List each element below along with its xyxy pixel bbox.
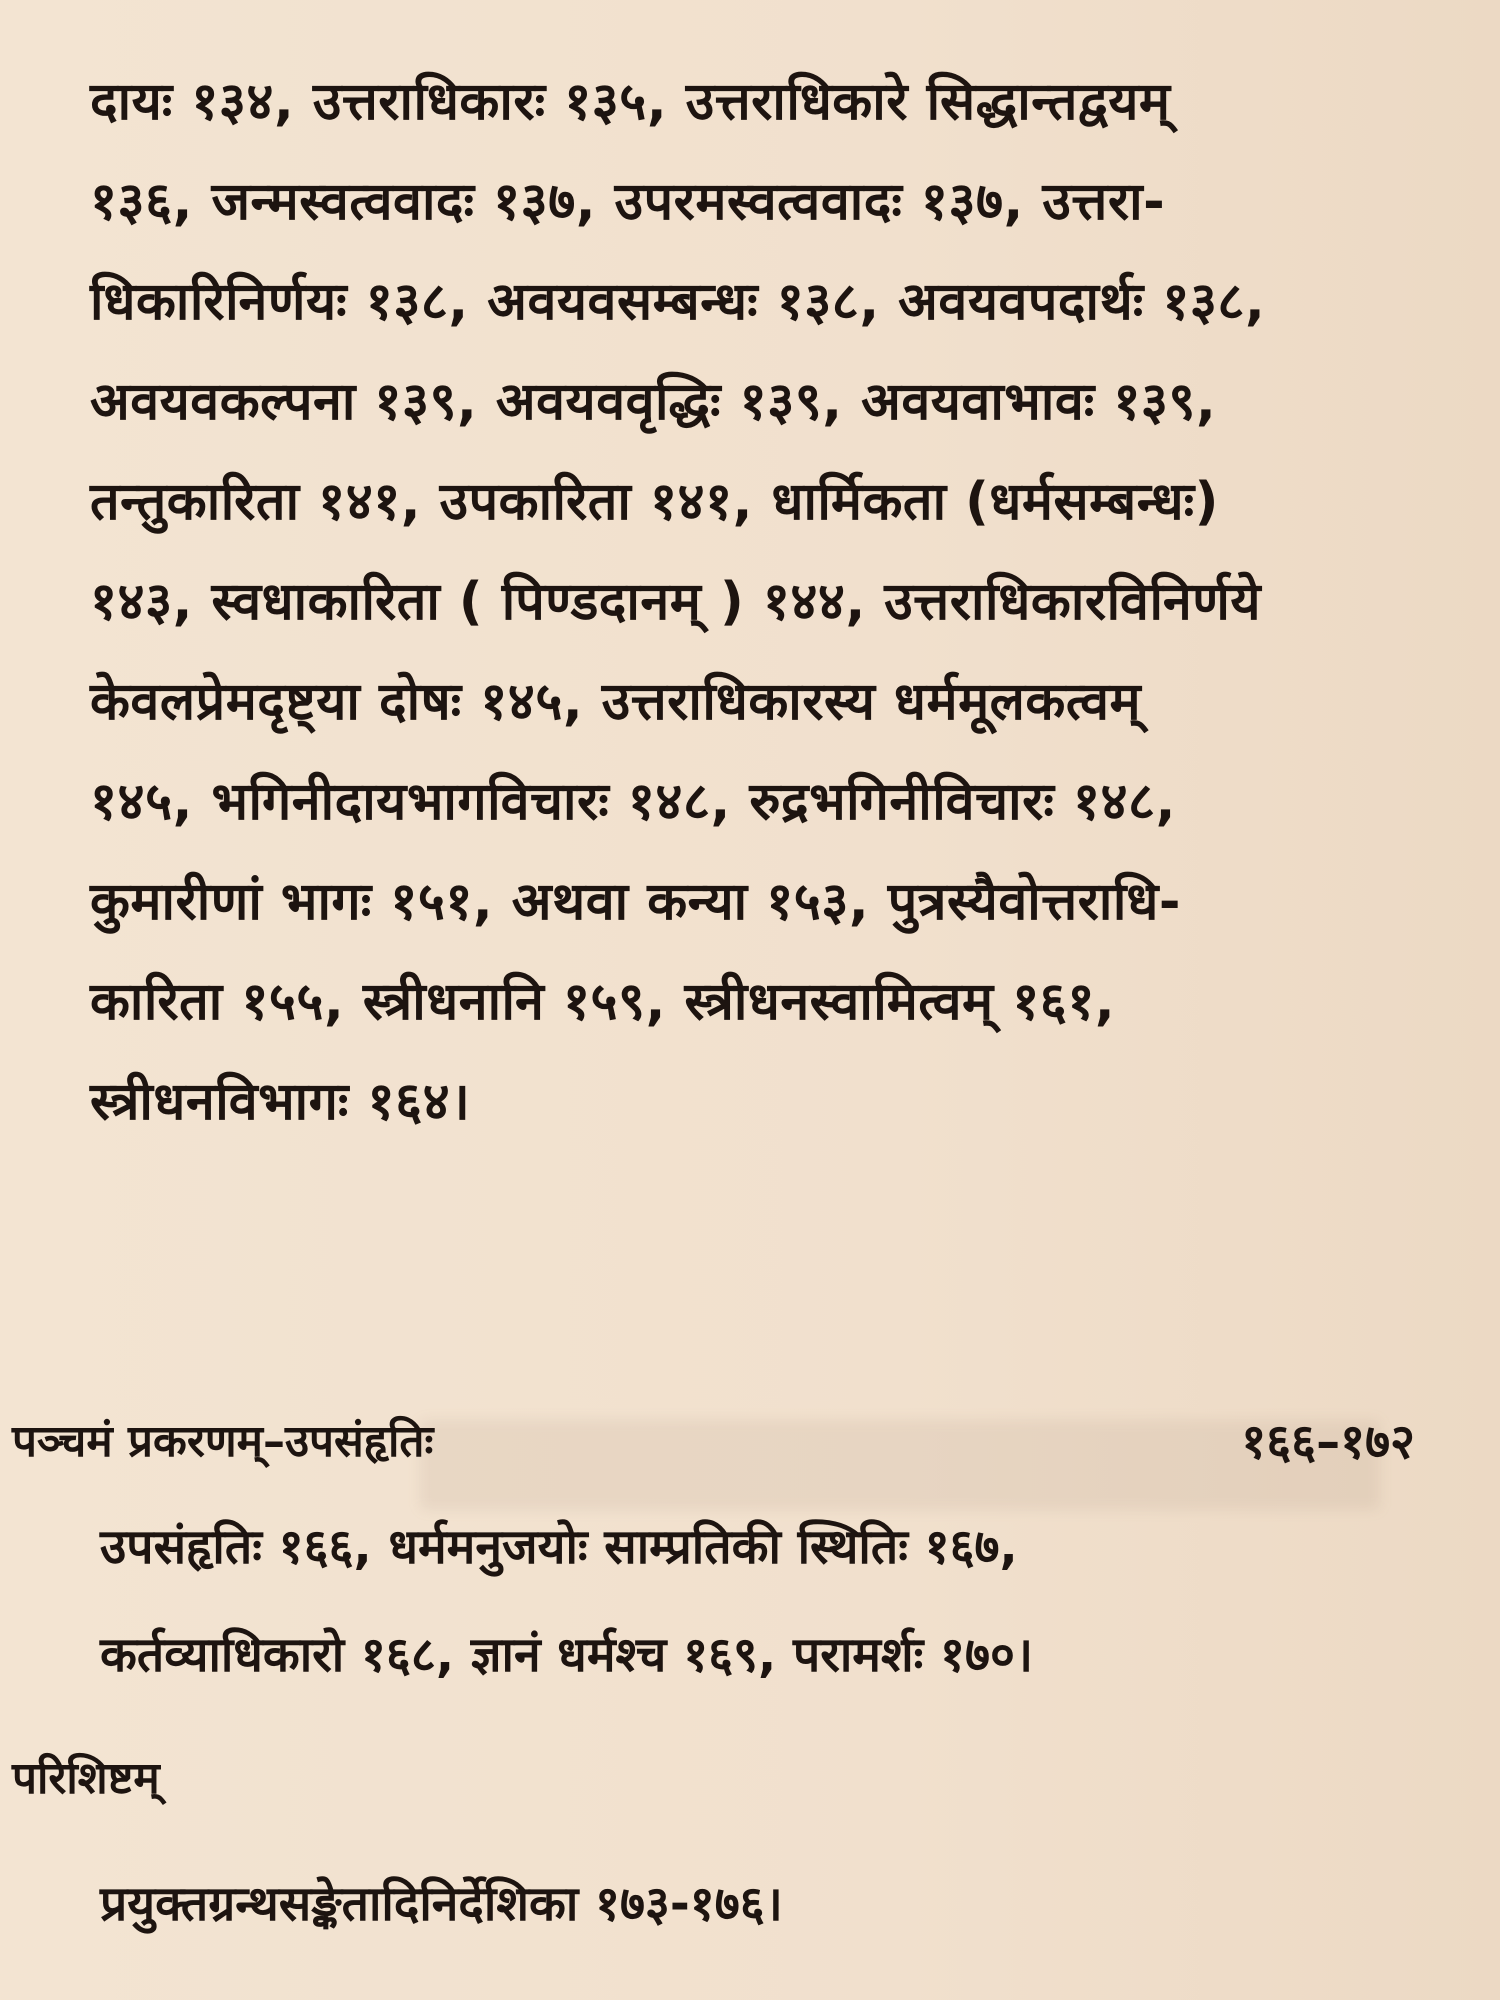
section5-entry-line: उपसंहृतिः १६६, धर्ममनुजयोः साम्प्रतिकी स्थितिः १६७, <box>100 1519 1018 1575</box>
entry-line: कारिता १५५, स्त्रीधनानि १५९, स्त्रीधनस्वामित्वम् १६१, <box>90 972 1116 1032</box>
entry-line: १३६, जन्मस्वत्ववादः १३७, उपरमस्वत्ववादः १३७, उत्तरा- <box>90 172 1166 232</box>
appendix-heading: परिशिष्टम् <box>12 1753 160 1804</box>
entry-line: १४५, भगिनीदायभागविचारः १४८, रुद्रभगिनीविचारः १४८, <box>90 772 1176 832</box>
entry-line: स्त्रीधनविभागः १६४। <box>90 1072 471 1132</box>
entry-line: धिकारिनिर्णयः १३८, अवयवसम्बन्धः १३८, अवयवपदार्थः १३८, <box>90 272 1266 332</box>
section5-heading: पञ्चमं प्रकरणम्–उपसंहृतिः <box>12 1416 434 1467</box>
section4-entries <box>90 72 1350 1175</box>
entry-line: तन्तुकारिता १४१, उपकारिता १४१, धार्मिकता (धर्मसम्बन्धः) <box>90 472 1219 532</box>
entry-line: १४३, स्वधाकारिता ( पिण्डदानम् ) १४४, उत्तराधिकारविनिर्णये <box>90 572 1262 632</box>
entry-line: दायः १३४, उत्तराधिकारः १३५, उत्तराधिकारे सिद्धान्तद्वयम् <box>90 72 1171 132</box>
entry-line: कुमारीणां भागः १५१, अथवा कन्या १५३, पुत्रस्यैवोत्तराधि- <box>90 872 1181 932</box>
section5-entry-line: कर्तव्याधिकारो १६८, ज्ञानं धर्मश्च १६९, परामर्शः १७०। <box>100 1627 1034 1683</box>
section5-page-range: १६६–१७२ <box>1241 1414 1415 1470</box>
show-through-shadow <box>420 1420 1380 1510</box>
entry-line: केवलप्रेमदृष्ट्या दोषः १४५, उत्तराधिकारस्य धर्ममूलकत्वम् <box>90 672 1142 732</box>
entry-line: अवयवकल्पना १३९, अवयववृद्धिः १३९, अवयवाभावः १३९, <box>90 372 1217 432</box>
appendix-entry-line: प्रयुक्तग्रन्थसङ्केतादिनिर्देशिका १७३-१७६। <box>100 1876 783 1932</box>
